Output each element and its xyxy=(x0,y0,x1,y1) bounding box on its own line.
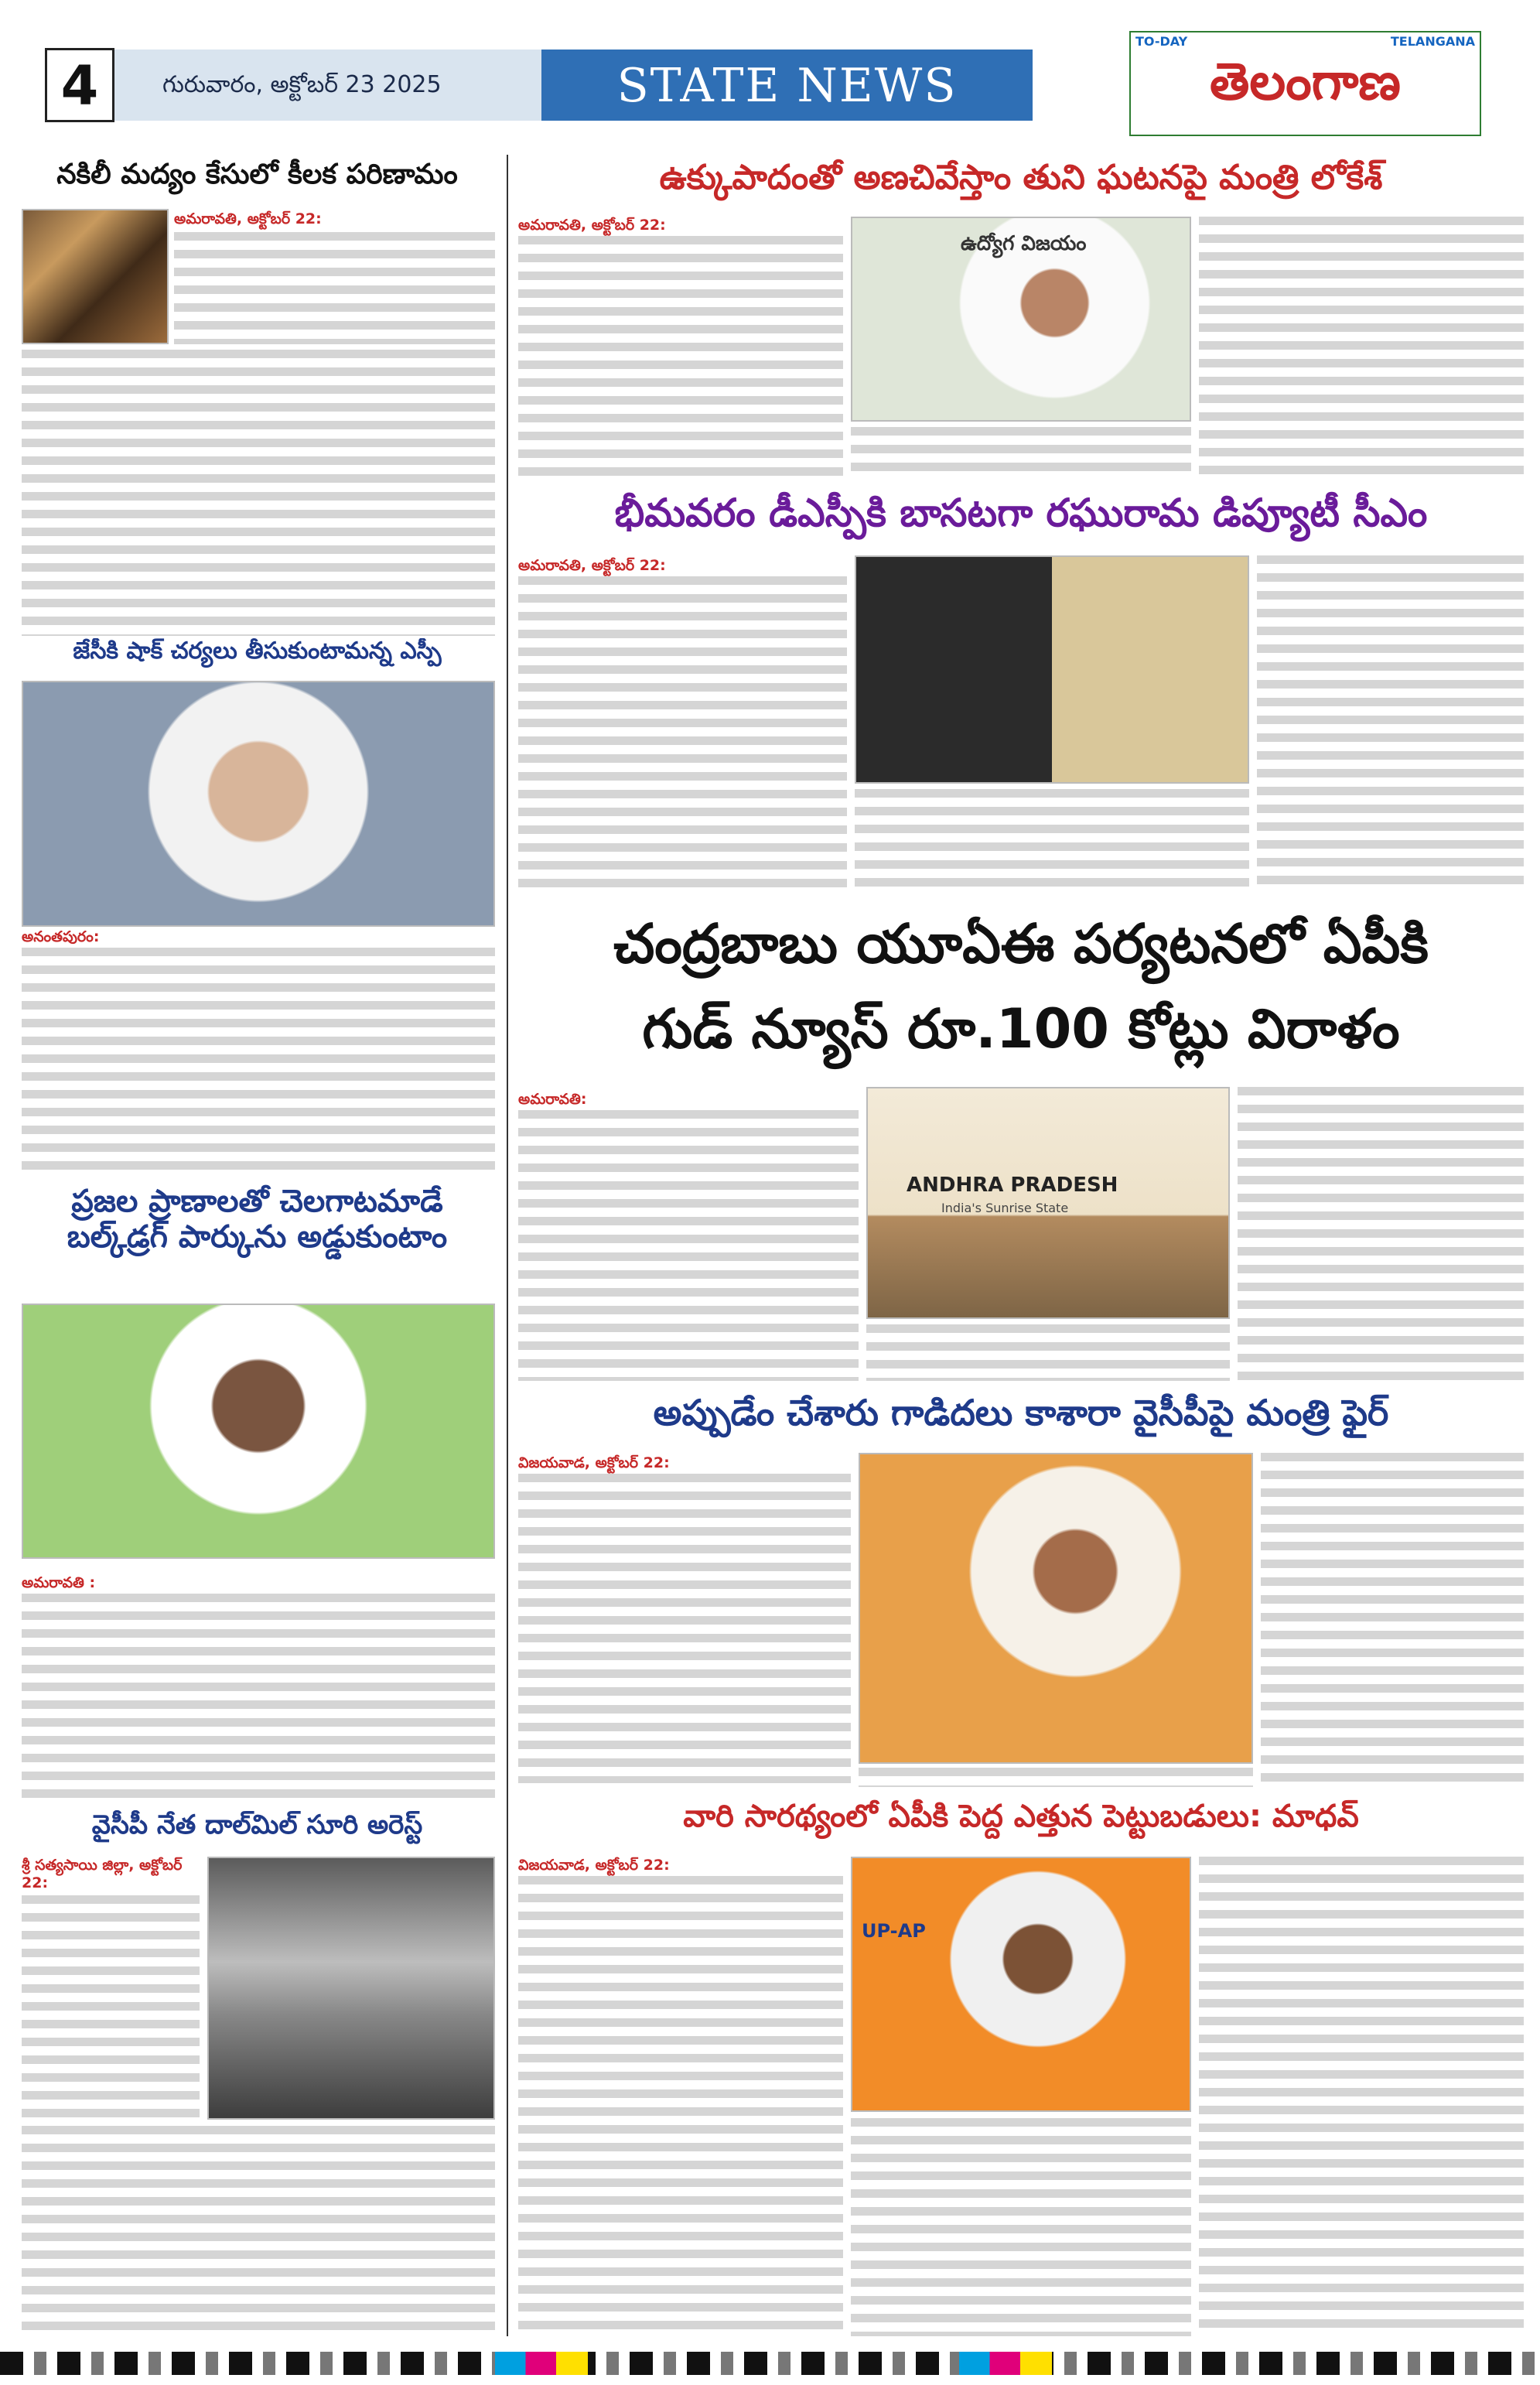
article-6-byline: అమరావతి, అక్టోబర్ 22: xyxy=(518,557,666,574)
article-9-byline: విజయవాడ, అక్టోబర్ 22: xyxy=(518,1857,670,1874)
lokesh-banner-text: ఉద్యోగ విజయం xyxy=(961,232,1087,255)
article-1-body xyxy=(174,232,495,344)
issue-date: గురువారం, అక్టోబర్ 23 2025 xyxy=(162,71,442,98)
color-bar-2 xyxy=(959,2352,1052,2375)
article-8-body-left xyxy=(518,1474,851,1783)
ap-logo-title: ANDHRA PRADESH xyxy=(907,1174,1118,1197)
article-3-photo xyxy=(22,1304,495,1559)
article-7-photo xyxy=(866,1087,1230,1319)
article-2-photo xyxy=(22,681,495,927)
article-2-byline: అనంతపురం: xyxy=(22,928,100,945)
article-5-body-left xyxy=(518,236,843,480)
article-6-headline: భీమవరం డీఎస్పీకి బాసటగా రఘురామ డిప్యూటీ సీఎం xyxy=(614,491,1428,535)
article-5-byline: అమరావతి, అక్టోబర్ 22: xyxy=(518,217,666,234)
article-7-body-left xyxy=(518,1110,859,1381)
article-9-photo xyxy=(851,1857,1191,2112)
article-5-body-under-photo xyxy=(851,427,1191,480)
article-7-headline-line2: గుడ్ న్యూస్ రూ.100 కోట్లు విరాళం xyxy=(642,998,1400,1061)
article-5-photo xyxy=(851,217,1191,422)
article-3-body xyxy=(22,1594,495,1802)
section-title: STATE NEWS xyxy=(616,59,958,113)
article-5-headline: ఉక్కుపాదంతో అణచివేస్తాం తుని ఘటనపై మంత్రి లోకేశ్ xyxy=(659,159,1383,197)
masthead-logo xyxy=(1129,31,1481,136)
article-4-byline: శ్రీ సత్యసాయి జిల్లా, అక్టోబర్ 22: xyxy=(22,1857,183,1891)
registration-strip xyxy=(0,2352,1540,2375)
article-3-byline: అమరావతి : xyxy=(22,1574,96,1591)
article-6-body-under-photo xyxy=(855,789,1249,894)
article-7-headline-line1: చంద్రబాబు యూఏఈ పర్యటనలో ఏపీకి xyxy=(613,913,1429,976)
article-7-byline: అమరావతి: xyxy=(518,1091,587,1108)
article-4-body xyxy=(22,1895,200,2120)
article-5-body-right xyxy=(1199,217,1524,480)
article-6-photo xyxy=(855,555,1249,784)
article-7-body-under-photo xyxy=(866,1324,1230,1381)
ap-logo-subtitle: India's Sunrise State xyxy=(941,1201,1069,1215)
article-6-body-right xyxy=(1257,555,1524,894)
article-1-byline: అమరావతి, అక్టోబర్ 22: xyxy=(174,210,322,227)
article-4-headline: వైసీపీ నేత దాల్‌మిల్ సూరి అరెస్ట్ xyxy=(91,1810,423,1840)
article-9-body-left xyxy=(518,1876,843,2336)
article-7-body-right xyxy=(1238,1087,1524,1381)
column-divider xyxy=(507,155,508,2336)
logo-top-right: TELANGANA xyxy=(1390,34,1475,49)
article-1-body-cont xyxy=(22,350,495,636)
article-2-body xyxy=(22,948,495,1176)
article-3-headline: ప్రజల ప్రాణాలతో చెలగాటమాడే బల్క్‌డ్రగ్ పార్కును అడ్డుకుంటాం xyxy=(67,1184,448,1255)
logo-name: తెలంగాణ xyxy=(1210,52,1401,111)
article-4-photo xyxy=(207,1857,495,2120)
article-1-headline: నకిలీ మద్యం కేసులో కీలక పరిణామం xyxy=(56,159,458,190)
article-8-body-right xyxy=(1261,1453,1524,1787)
logo-top-left: TO-DAY xyxy=(1135,34,1188,49)
article-8-headline: అప్పుడేం చేశారు గాడిదలు కాశారా వైసీపీపై మంత్రి ఫైర్ xyxy=(653,1392,1389,1433)
article-9-headline: వారి సారథ్యంలో ఏపీకి పెద్ద ఎత్తున పెట్టుబడులు: మాధవ్ xyxy=(683,1799,1359,1834)
article-6-body-left xyxy=(518,576,847,894)
article-8-photo xyxy=(859,1453,1253,1764)
article-4-body-cont xyxy=(22,2126,495,2335)
article-8-photo-caption xyxy=(859,1768,1253,1787)
article-1-photo xyxy=(22,209,169,344)
madhav-banner-text: UP-AP xyxy=(862,1920,926,1942)
article-8-byline: విజయవాడ, అక్టోబర్ 22: xyxy=(518,1454,670,1471)
article-2-headline: జేసీకి షాక్ చర్యలు తీసుకుంటామన్న ఎస్పీ xyxy=(73,638,442,665)
article-9-body-under-photo xyxy=(851,2118,1191,2336)
page-number: 4 xyxy=(45,48,114,122)
color-bar-1 xyxy=(495,2352,588,2375)
article-9-body-right xyxy=(1199,1857,1524,2336)
